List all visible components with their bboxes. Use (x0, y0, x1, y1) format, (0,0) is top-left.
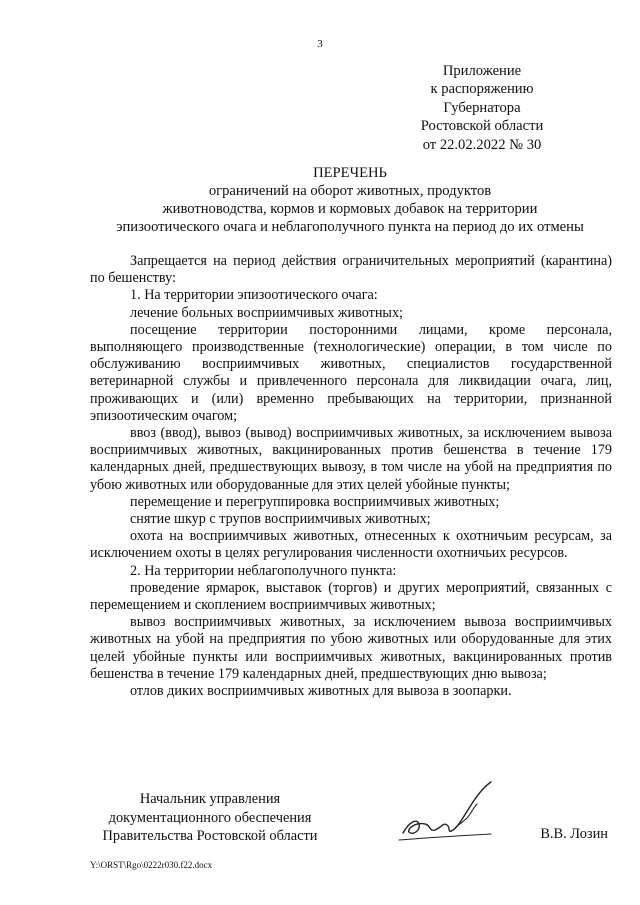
title-heading: ПЕРЕЧЕНЬ (313, 165, 387, 181)
restriction-item: ввоз (ввод), вывоз (вывод) восприимчивых животных, за исключением вывоза восприимчивых животных, вакцинированных против бешенства в течение 179 календарных дней, предшествующих вывозу, в том числе на убой на предприятия по убою животных или оборудованные для этих целей убойные пункты; (90, 425, 612, 493)
appendix-line: Губернатора (443, 99, 521, 116)
appendix-line: к распоряжению (430, 81, 534, 98)
restriction-item: проведение ярмарок, выставок (торгов) и других мероприятий, связанных с перемещением и скоплением восприимчивых животных; (90, 579, 612, 614)
signatory-position-line: документационного обеспечения (108, 809, 312, 826)
signatory-position (90, 790, 330, 846)
intro-paragraph: Запрещается на период действия ограничительных мероприятий (карантина) по бешенству: (90, 253, 612, 287)
title-line: эпизоотического очага и неблагополучного пункта на период до их отмены (116, 219, 584, 235)
signatory-position-line: Правительства Ростовской области (102, 828, 318, 844)
document-title (80, 164, 620, 236)
restriction-item: охота на восприимчивых животных, отнесенных к охотничьим ресурсам, за исключением охоты в целях регулирования численности охотничьих ресурсов. (90, 528, 612, 562)
appendix-line: Приложение (442, 63, 522, 79)
restriction-item: перемещение и перегруппировка восприимчивых животных; (130, 493, 500, 510)
page-number: 3 (317, 38, 323, 50)
restriction-item: вывоз восприимчивых животных, за исключением вывоза восприимчивых животных на убой на предприятия по убою животных или оборудованные для этих целей убойные пункты или восприимчивых животных, вакцинированных против бешенства в течение 179 календарных дней, предшествующих дню вывоза; (90, 614, 612, 682)
restriction-item: лечение больных восприимчивых животных; (130, 304, 403, 321)
title-line: ограничений на оборот животных, продуктов (208, 183, 492, 199)
signatory-position-line: Начальник управления (139, 791, 281, 807)
handwritten-signature (395, 778, 505, 848)
document-body (90, 253, 612, 700)
section-heading-outbreak: 1. На территории эпизоотического очага: (130, 287, 378, 304)
appendix-line: Ростовской области (420, 118, 544, 135)
title-line: животноводства, кормов и кормовых добавок на территории (162, 201, 538, 217)
signatory-name: В.В. Лозин (540, 826, 608, 842)
appendix-date-number: от 22.02.2022 № 30 (422, 136, 542, 153)
restriction-item: посещение территории посторонними лицами, кроме персонала, выполняющего производственные (технологические) операции, в том числе по обслуживанию восприимчивых животных, специалистов государственной ветеринарной службы и привлеченного персонала для ликвидации очага, лиц, проживающих и (или) временно пребывающих на территории, признанной эпизоотическим очагом; (90, 321, 612, 424)
file-path-footer: Y:\ORST\Rgo\0222r030.f22.docx (90, 860, 213, 870)
appendix-block (382, 62, 582, 154)
restriction-item: отлов диких восприимчивых животных для вывоза в зоопарки. (130, 683, 512, 700)
section-heading-unfavorable-point: 2. На территории неблагополучного пункта: (130, 562, 397, 579)
restriction-item: снятие шкур с трупов восприимчивых животных; (130, 511, 431, 528)
